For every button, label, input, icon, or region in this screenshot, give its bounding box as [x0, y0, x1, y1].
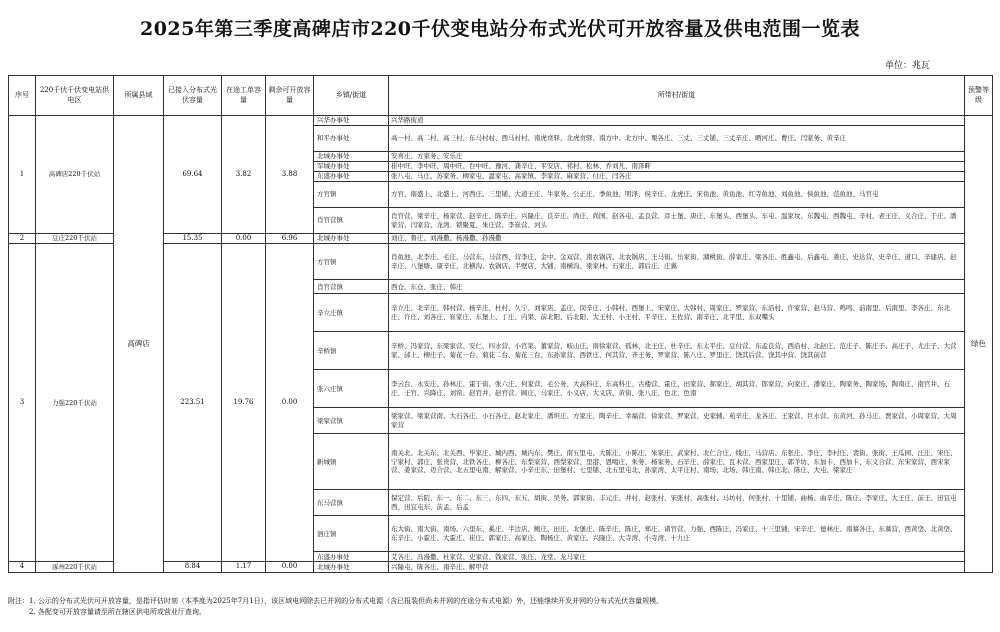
header-remaining: 剩余可开放容量 [266, 76, 314, 116]
footnotes [8, 596, 992, 618]
seq-cell: 4 [9, 562, 36, 572]
county-cell: 高碑店 [114, 116, 164, 573]
header-row [9, 76, 993, 116]
connected-cell: 8.84 [164, 562, 222, 572]
town-cell: 北城办事处 [314, 152, 389, 162]
villages-cell: 艾各庄、冯漫撒、杜家营、史家营、钱家营、张庄、龙堂、龙马家庄 [389, 552, 965, 562]
in-progress-cell: 0.00 [222, 234, 266, 244]
villages-cell: 李云台、永安庄、孙林庄、霍于街、张六庄、何家营、毛公务、大高科庄、东高科庄、古楼营、霍庄、田家营、郝家庄、胡其营、郎家营、向家庄、潘家庄、陶家务、陶家场、陶南庄、南官井、石庄、王官、兴降庄、刘窑、赵官井、赵官营、顾庄、马家庄、小义店、大义店、黄街、张八庄、色北、色南 [389, 370, 965, 408]
connected-cell: 223.51 [164, 244, 222, 562]
header-town: 乡镇/街道 [314, 76, 389, 116]
table-row [9, 116, 993, 126]
town-cell: 东盛办事处 [314, 172, 389, 182]
remaining-cell: 0.00 [266, 244, 314, 562]
seq-cell: 3 [9, 244, 36, 562]
town-cell: 北城办事处 [314, 234, 389, 244]
villages-cell: 刘庄、鲁庄、刘漫撒、杨漫撒、孙漫撒 [389, 234, 965, 244]
villages-cell: 崔中旺、李中旺、周中旺、台中旺、豫河、龚辛庄、平安店、祁村、松林、乔刘凡、南泽畔 [389, 162, 965, 172]
town-cell: 兴华办事处 [314, 116, 389, 126]
villages-cell: 东大街、南大街、南场、六里东、奚庄、半边店、鲍庄、田庄、北堡庄、陈辛庄、陈庄、郑庄、诸官营、力强、西陈庄、冯家庄、十三里铺、宋辛庄、德林庄、南慕各庄、东慕营、西黄垡、北黄垡、东辛庄、小霍庄、大霍庄、崔庄、郭家庄、高家庄、陶杨庄、黄家庄、兴隆庄、大寺湾、小寺湾、十九庄 [389, 516, 965, 552]
villages-cell: 南关北、北关东、北关西、毕家庄、城内西、城内东、樊庄、南五里屯、大陈庄、小陈庄、朱家庄、武家村、北仁合庄、线庄、马营店、东张庄、李庄、李村庄、裴街、张街、王瓜园、汪庄、宋庄、宁家村、郭庄、张贵营、北铁各庄、柳各庄、东梨家营、西梨家营、里港、恩喝庄、朱务、杨家务、石辛庄、薛家庄、瓦术营、西家里庄、郭羊坊、东加卡、西加卡、东义合营、东宋家营、西宋家营、姜家营、迈合营、北五里屯南、解家营、小辛庄东、田堡村、七里铺、北五里屯北、孙家湾、太平庄村、南场、北场、韩庄南、韩庄北、陈庄、大屯、梁家庄 [389, 434, 965, 490]
capacity-table [8, 75, 993, 573]
header-seq: 序号 [9, 76, 36, 116]
station-name-cell: 豆庄220千伏站 [36, 234, 114, 244]
villages-cell: 辛立庄、北辛庄、韩村营、杨辛庄、杜村、久宁、刘家店、孟庄、闵辛庄、小韩村、西堡上、宋家庄、大韩村、周家庄、罗家营、东沿村、许家营、赵马营、鸣鸣、前南里、后南里、李各庄、东北庄、许庄、刘各庄、崔家庄、东堡上、丁庄、内果、前北阳、后北阳、大王村、小王村、平辛庄、王佐营、南辛庄、北平里、东双嘴头 [389, 294, 965, 332]
villages-cell: 兴隆屯、陈各庄、南辛庄、解甲营 [389, 562, 965, 572]
header-villages: 所带村/街道 [389, 76, 965, 116]
in-progress-cell: 1.17 [222, 562, 266, 572]
unit-label: 单位：兆瓦 [884, 61, 930, 71]
warning-level-cell: 绿色 [965, 116, 993, 573]
station-name-cell: 涿州220千伏站 [36, 562, 114, 572]
town-cell: 东盛办事处 [314, 552, 389, 562]
villages-cell: 梁家营、梁家营南、大石各庄、小石各庄、赵北家庄、潘坦庄、方家庄、陶辛庄、幸福营、徐家营、罗家营、史家辅、苑辛庄、龙各庄、王家营、巨水营、东黄河、孙马庄、贾家营、小周家营、大周家营 [389, 408, 965, 434]
in-progress-cell: 19.76 [222, 244, 266, 562]
footnote-1 [8, 596, 992, 607]
station-name-cell: 力强220千伏站 [36, 244, 114, 562]
connected-cell: 69.64 [164, 116, 222, 234]
villages-cell: 肖鱼池、北李庄、毛庄、马营东、马营西、营李庄、金中、金双营、南农锅店、北农锅店、王马街、岳家街、湖桃街、薛家庄、梁各庄、胜鑫屯、后鑫屯、姜庄、史达营、史辛庄、道口、辛建店、赵辛庄、八堡塘、康辛庄、北横沟、农锅店、半壁店、大铺、南横沟、梁家林、石家庄、郭后庄、庄翼 [389, 244, 965, 280]
header-area: 220千伏千伏变电站供电区 [36, 76, 114, 116]
villages-cell: 辛桥、冯家营、东梁家营、安仁、四水营、小官家、董家营、岐山庄、南徐家营、孤林、北王庄、杜辛庄、东太平庄、豆付营、东孟良营、西沿村、北赵庄、范庄子、陈庄子、高庄子、尤庄子、大营家、邰上、柳庄子、菊花一台、菊花二台、菊花三台、东孙家营、西铁庄、何其营、齐王务、罗家营、陈八庄、罗里庄、饶其后营、饶其中营、饶其前营 [389, 332, 965, 370]
header-warning: 预警等级 [965, 76, 993, 116]
town-cell: 东马营镇 [314, 490, 389, 516]
villages-cell: 方官、南盛上、北盛上、河西庄、三里铺、大道王庄、牛家务、公正庄、季鱼池、明泽、侯辛庄、龙虎庄、宋鱼池、黄鱼池、红寺鱼池、刘鱼池、侯鱼池、范鱼池、马官屯 [389, 182, 965, 208]
header-connected: 已接入分布式光伏容量 [164, 76, 222, 116]
header-in-progress: 在途工单容量 [222, 76, 266, 116]
remaining-cell: 3.88 [266, 116, 314, 234]
villages-cell: 高一村、高二村、高三村、东马村村、西马村村、南虎贲驿、北虎贲驿、南方中、北方中、栗各庄、三丈、三丈铺、三丈辛庄、晒河庄、曹庄、闫家务、黄辛庄 [389, 126, 965, 152]
seq-cell: 2 [9, 234, 36, 244]
town-cell: 军城办事处 [314, 162, 389, 172]
page-title: 2025年第三季度高碑店市220千伏变电站分布式光伏可开放容量及供电范围一览表 [139, 18, 861, 40]
town-cell: 方官镇 [314, 244, 389, 280]
town-cell: 肖官营镇 [314, 208, 389, 234]
town-cell: 肖官营镇 [314, 280, 389, 294]
town-cell: 方官镇 [314, 182, 389, 208]
remaining-cell: 0.00 [266, 562, 314, 572]
villages-cell: 保定营、后院、东一、东二、东三、东四、东五、胡街、吴务、郭家街、丰元庄、井村、赵张村、宋张村、高张村、马坊村、何张村、十里铺、曲杨、曲辛庄、陈庄、李家庄、大王庄、前王、田宜屯西、田宜屯东、前孟、后孟 [389, 490, 965, 516]
footnote-label: 附注： [8, 597, 29, 605]
town-cell: 辛立庄镇 [314, 294, 389, 332]
header-county: 所属县域 [114, 76, 164, 116]
seq-cell: 1 [9, 116, 36, 234]
connected-cell: 15.35 [164, 234, 222, 244]
in-progress-cell: 3.82 [222, 116, 266, 234]
town-cell: 泗庄镇 [314, 516, 389, 552]
footnote-1-text: 1. 公示的分布式光伏可开放容量，是指评估时刻（本季度为2025年7月1日），该区域电网除去已并网的分布式电源（含已报装但尚未并网的在途分布式电源）外，还能继续开发并网的分布式光伏容量规模。 [29, 597, 664, 605]
town-cell: 新城镇 [314, 434, 389, 490]
station-name-cell: 高碑店220千伏站 [36, 116, 114, 234]
town-cell: 北城办事处 [314, 562, 389, 572]
town-cell: 辛桥镇 [314, 332, 389, 370]
town-cell: 张六庄镇 [314, 370, 389, 408]
villages-cell: 张八屯、马庄、苏家务、柳家屯、温家屯、高家镇、李家营、麻家营、付庄、闫各庄 [389, 172, 965, 182]
villages-cell: 兴华路街道 [389, 116, 965, 126]
town-cell: 梁家营镇 [314, 408, 389, 434]
remaining-cell: 6.96 [266, 234, 314, 244]
villages-cell: 肖官营、梁辛庄、杨家营、赵辛庄、陈辛庄、兴隆庄、良辛庄、尚庄、尚国、赵各屯、孟良营、彦士堡、唐庄、东堡头、西堡头、车屯、温家坟、东魏屯、西魏屯、辛村、老王庄、义合庄、于庄、潘家营、闫家营、龙湾、锁聚夏、朱庄营、李崔营、河头 [389, 208, 965, 234]
villages-cell: 安喜庄、方家务、安乐庄 [389, 152, 965, 162]
villages-cell: 西仓、东仓、张庄、韩庄 [389, 280, 965, 294]
footnote-2-text: 2. 各配变可开放容量请至所在辖区供电所或营业厅查询。 [29, 607, 206, 616]
footnote-2 [8, 607, 992, 618]
town-cell: 和平办事处 [314, 126, 389, 152]
